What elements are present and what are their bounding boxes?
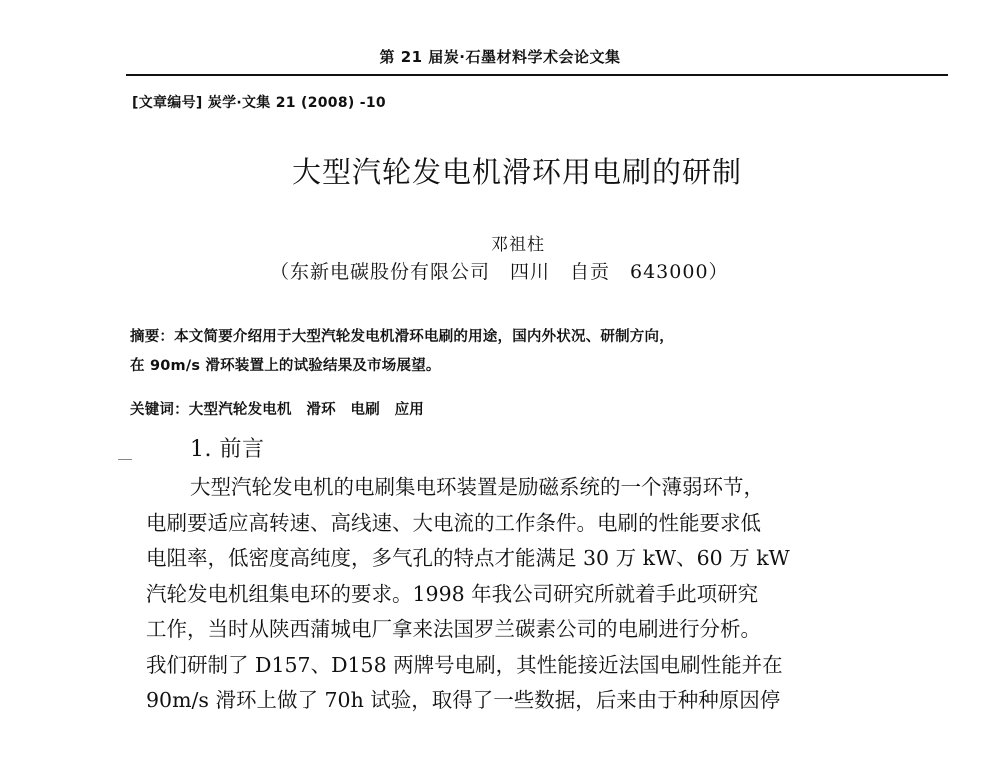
author-affiliation: （东新电碳股份有限公司 四川 自贡 643000） — [270, 261, 729, 283]
abstract-line: 在 90m/s 滑环装置上的试验结果及市场展望。 — [130, 358, 441, 374]
keywords: 关键词：大型汽轮发电机 滑环 电刷 应用 — [130, 402, 424, 418]
section-heading: 1. 前言 — [190, 437, 265, 462]
abstract — [130, 323, 890, 381]
article-id: [文章编号] 炭学·文集 21 (2008) -10 — [132, 95, 386, 111]
abstract-line: 摘要：本文简要介绍用于大型汽轮发电机滑环电刷的用途，国内外状况、研制方向， — [130, 329, 674, 345]
body-line: 我们研制了 D157、D158 两牌号电刷，其性能接近法国电刷性能并在 — [146, 652, 783, 677]
author-name: 邓祖柱 — [491, 235, 545, 255]
body-line: 电刷要适应高转速、高线速、大电流的工作条件。电刷的性能要求低 — [146, 510, 761, 535]
body-line: 90m/s 滑环上做了 70h 试验，取得了一些数据，后来由于种种原因停 — [146, 688, 781, 712]
body-line: 大型汽轮发电机的电刷集电环装置是励磁系统的一个薄弱环节， — [190, 475, 764, 499]
running-header: 第 21 届炭·石墨材料学术会论文集 — [379, 48, 621, 66]
paper-title: 大型汽轮发电机滑环用电刷的研制 — [291, 155, 742, 189]
body-text — [146, 470, 906, 719]
body-line: 工作，当时从陕西蒲城电厂拿来法国罗兰碳素公司的电刷进行分析。 — [146, 617, 761, 641]
body-line: 电阻率，低密度高纯度，多气孔的特点才能满足 30 万 kW、60 万 kW — [146, 546, 790, 570]
header-rule — [126, 74, 948, 76]
margin-mark — [118, 459, 132, 460]
body-line: 汽轮发电机组集电环的要求。1998 年我公司研究所就着手此项研究 — [146, 581, 759, 606]
